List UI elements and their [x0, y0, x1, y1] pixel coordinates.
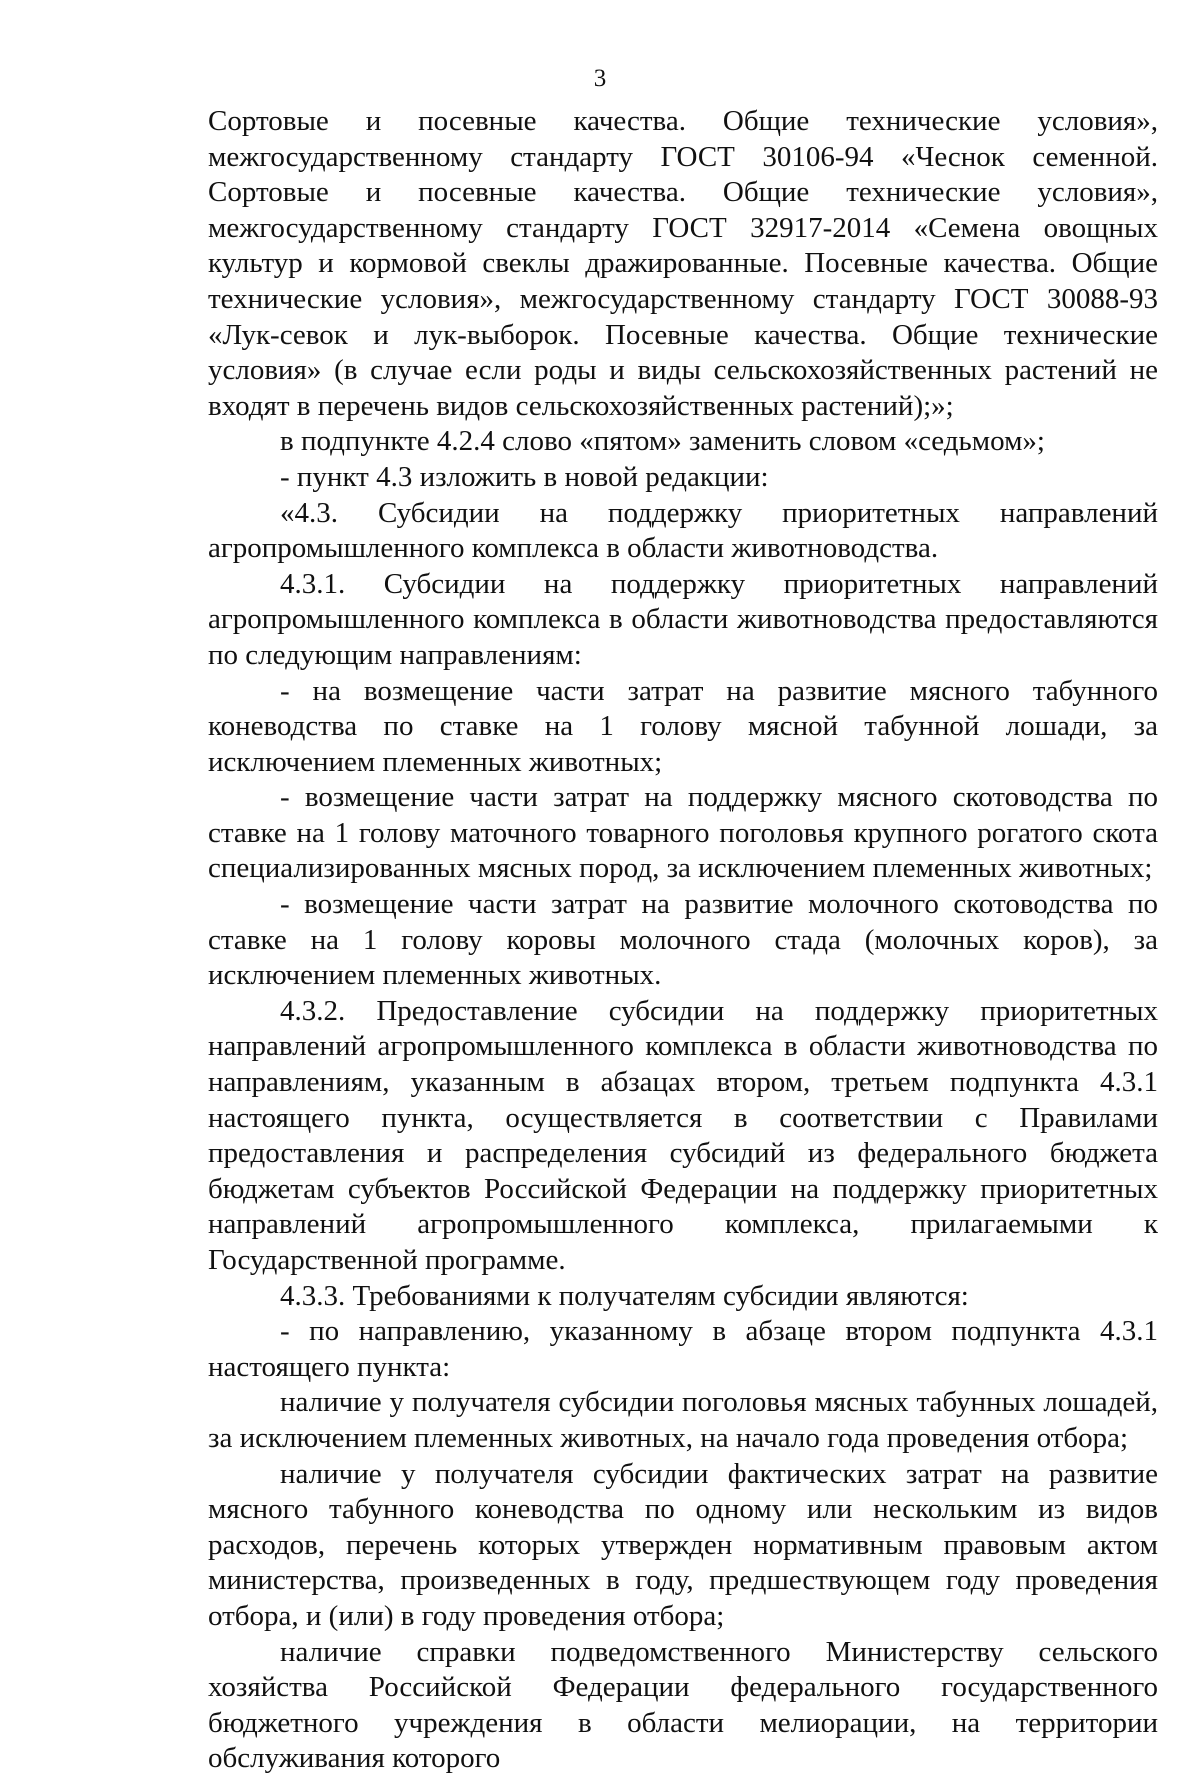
paragraph-clause-4-3-2: 4.3.2. Предоставление субсидии на поддержку приоритетных направлений агропромышленного комплекса в области животноводства по направлениям, указанным в абзацах втором, третьем подпункта 4.3.1 настоящего пункта, осуществляется в соответствии с Правилами предоставления и распределения субсидий из федерального бюджета бюджетам субъектов Российской Федерации на поддержку приоритетных направлений агропромышленного комплекса, прилагаемыми к Государственной программе. [208, 994, 1158, 1276]
requirement-actual-costs: наличие у получателя субсидии фактических затрат на развитие мясного табунного коневодства по одному или нескольким из видов расходов, перечень которых утвержден нормативным правовым актом министерства, произведенных в году, предшествующем году проведения отбора, и (или) в году проведения отбора; [208, 1457, 1158, 1632]
list-item-horse-breeding: - на возмещение части затрат на развитие мясного табунного коневодства по ставке на 1 голову мясной табунной лошади, за исключением племенных животных; [208, 674, 1158, 778]
paragraph-clause-4-3: «4.3. Субсидии на поддержку приоритетных направлений агропромышленного комплекса в области животноводства. [208, 496, 1158, 565]
paragraph-clause-4-3-3: 4.3.3. Требованиями к получателям субсидии являются: [280, 1279, 969, 1312]
list-item-beef-cattle: - возмещение части затрат на поддержку мясного скотоводства по ставке на 1 голову маточного товарного поголовья крупного рогатого скота специализированных мясных пород, за исключением племенных животных; [208, 781, 1158, 885]
requirement-livestock-presence: наличие у получателя субсидии поголовья мясных табунных лошадей, за исключением племенных животных, на начало года проведения отбора; [208, 1386, 1158, 1454]
paragraph-subclause-4-2-4: в подпункте 4.2.4 слово «пятом» заменить словом «седьмом»; [280, 425, 1045, 458]
list-item-direction-second-paragraph: - по направлению, указанному в абзаце втором подпункта 4.3.1 настоящего пункта: [208, 1315, 1158, 1383]
paragraph-clause-4-3-1: 4.3.1. Субсидии на поддержку приоритетных направлений агропромышленного комплекса в области животноводства предоставляются по следующим направлениям: [208, 567, 1158, 671]
requirement-reclamation-certificate: наличие справки подведомственного Министерству сельского хозяйства Российской Федерации федерального государственного бюджетного учреждения в области мелиорации, на территории обслуживания которого [208, 1635, 1158, 1775]
paragraph-gost-continuation: Сортовые и посевные качества. Общие технические условия», межгосударственному стандарту ГОСТ 30106-94 «Чеснок семенной. Сортовые и посевные качества. Общие технические условия», межгосударственному стандарту ГОСТ 32917-2014 «Семена овощных культур и кормовой свеклы дражированные. Посевные качества. Общие технические условия», межгосударственному стандарту ГОСТ 30088-93 «Лук-севок и лук-выборок. Посевные качества. Общие технические условия» (в случае если роды и виды сельскохозяйственных растений не входят в перечень видов сельскохозяйственных растений);»; [208, 105, 1158, 422]
page-number: 3 [593, 65, 607, 92]
list-item-dairy-cattle: - возмещение части затрат на развитие молочного скотоводства по ставке на 1 голову коровы молочного стада (молочных коров), за исключением племенных животных. [208, 888, 1158, 992]
document-body [208, 104, 1158, 1777]
paragraph-clause-4-3-intro: - пункт 4.3 изложить в новой редакции: [280, 460, 769, 493]
